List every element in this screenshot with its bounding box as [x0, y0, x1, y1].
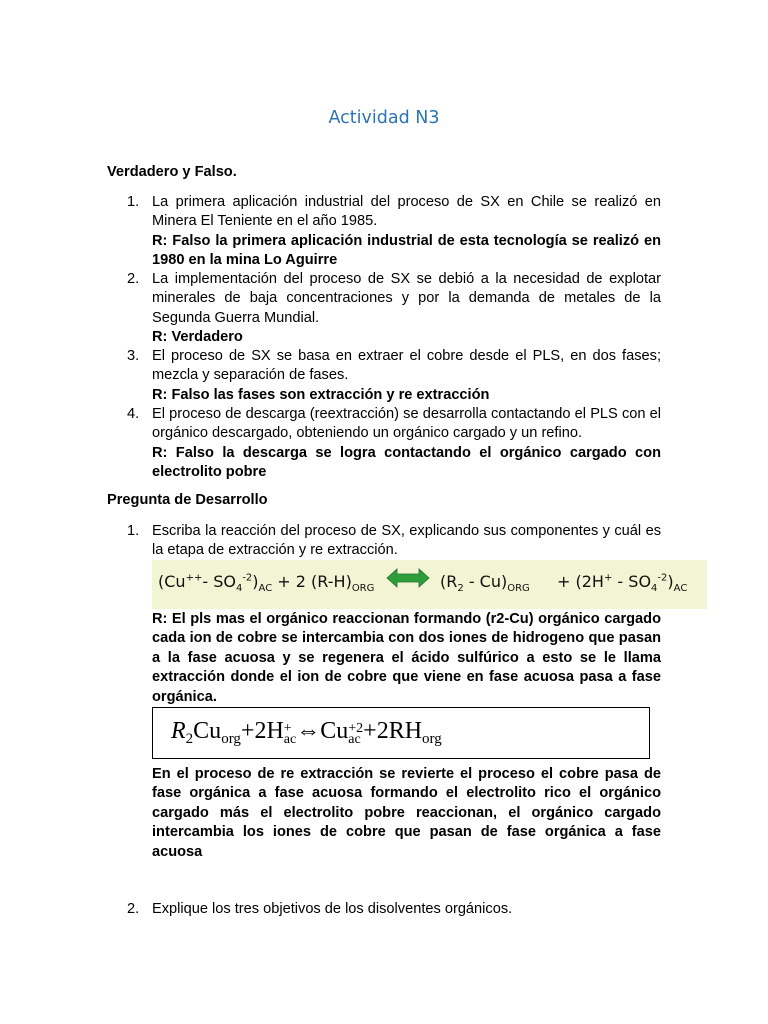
reaction-equation-boxed — [152, 707, 650, 759]
list-item — [127, 270, 661, 348]
item-number: 1. — [127, 194, 140, 210]
equation-expression: $R_2Cu_{org}+2H+$ ac⇔Cu+2 ac $+2RH_{org}$ — [171, 718, 442, 748]
item-number: 2. — [127, 271, 140, 287]
item-question: La implementación del proceso de SX se debió a la necesidad de explotar minerales de baja concentraciones y por la demanda de metales de la Segunda Guerra Mundial. — [152, 271, 661, 326]
item-answer: R: Verdadero — [152, 329, 243, 346]
item-number: 4. — [127, 406, 140, 422]
item-question: El proceso de SX se basa en extraer el cobre desde el PLS, en dos fases; mezcla y separación de fases. — [152, 348, 661, 384]
item-question: Escriba la reacción del proceso de SX, explicando sus componentes y cuál es la etapa de extracción y re extracción. — [152, 523, 661, 559]
equation-right-side-b: + $(2H^+ - SO_4^{-2})_{AC}$ — [557, 572, 688, 595]
equation-right-side-a: $(R_2 - Cu)_{ORG}$ — [440, 572, 530, 595]
list-item — [127, 405, 661, 483]
answer-re-extraction: En el proceso de re extracción se revierte el proceso el cobre pasa de fase orgánica a fase acuosa formando el electrolito rico el orgánico cargado más el electrolito pobre reaccionan, el orgánico cargado intercambia los iones de cobre que pasan de fase orgánica a fase acuosa — [152, 766, 661, 860]
list-item — [127, 347, 661, 405]
page-title: Actividad N3 — [328, 108, 440, 128]
section-heading-development: Pregunta de Desarrollo — [107, 492, 268, 508]
reaction-equation-image — [152, 560, 707, 609]
list-item — [127, 900, 661, 919]
list-item — [127, 193, 661, 271]
list-item — [127, 522, 661, 561]
answer-extraction: R: El pls mas el orgánico reaccionan formando (r2-Cu) orgánico cargado cada ion de cobre se intercambia con dos iones de hidrogeno que pasan a la fase acuosa y se regenera el ácido sulfúrico a esto se le llama extracción donde el ion de cobre que viene en fase acuosa pasa a fase orgánica. — [152, 611, 661, 705]
item-number: 2. — [127, 901, 140, 917]
item-answer: R: Falso la primera aplicación industrial de esta tecnología se realizó en 1980 en la mina Lo Aguirre — [152, 232, 661, 269]
item-number: 3. — [127, 348, 140, 364]
item-question: Explique los tres objetivos de los disolventes orgánicos. — [152, 901, 513, 917]
section-heading-true-false: Verdadero y Falso. — [107, 164, 237, 180]
double-arrow-icon — [385, 568, 431, 588]
equation-left-side: (Cu++- $SO_4^{-2})_{AC} + 2$ $(R-H)_{ORG}$ — [158, 572, 375, 595]
item-question: La primera aplicación industrial del proceso de SX en Chile se realizó en Minera El Teniente en el año 1985. — [152, 194, 661, 230]
item-answer: R: Falso las fases son extracción y re extracción — [152, 386, 490, 403]
item-answer: R: Falso la descarga se logra contactando el orgánico cargado con electrolito pobre — [152, 444, 661, 481]
item-question: El proceso de descarga (reextracción) se desarrolla contactando el PLS con el orgánico descargado, obteniendo un orgánico cargado y un refino. — [152, 406, 661, 442]
item-number: 1. — [127, 523, 140, 539]
